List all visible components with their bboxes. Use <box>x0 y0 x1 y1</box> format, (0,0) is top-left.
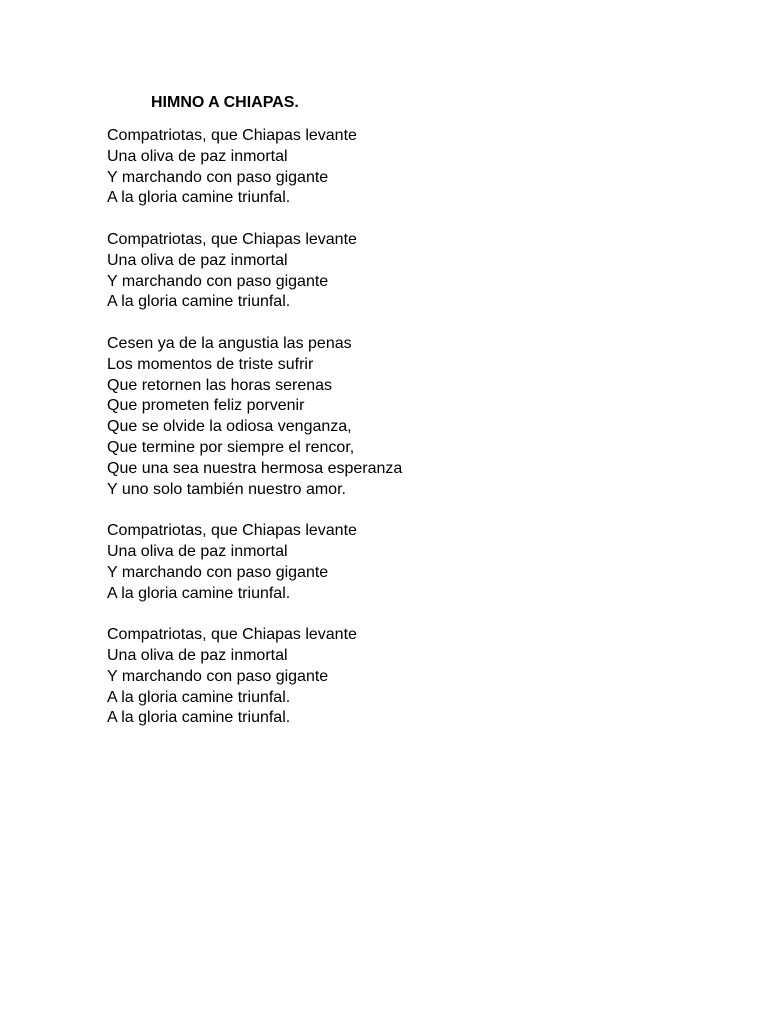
poem-line: Y marchando con paso gigante <box>107 563 329 581</box>
poem-line: A la gloria camine triunfal. <box>107 584 291 602</box>
stanza <box>107 126 707 209</box>
poem-line: Compatriotas, que Chiapas levante <box>107 127 357 144</box>
poem-line: Que termine por siempre el rencor, <box>107 438 355 456</box>
poem-line: Y uno solo también nuestro amor. <box>107 480 346 498</box>
poem-line: Y marchando con paso gigante <box>107 667 329 685</box>
poem-line: Y marchando con paso gigante <box>107 168 329 186</box>
stanza <box>107 521 707 604</box>
poem-line: Y marchando con paso gigante <box>107 272 329 290</box>
poem-line: Que se olvide la odiosa venganza, <box>107 418 352 436</box>
stanza <box>107 230 707 313</box>
poem-line: Una oliva de paz inmortal <box>107 646 288 664</box>
poem-line: A la gloria camine triunfal. <box>107 293 291 311</box>
poem-line: Que retornen las horas serenas <box>107 376 333 394</box>
poem-line: A la gloria camine triunfal. <box>107 688 291 706</box>
poem-line: Que prometen feliz porvenir <box>107 397 305 415</box>
poem-line: Compatriotas, que Chiapas levante <box>107 230 357 248</box>
poem-line: Una oliva de paz inmortal <box>107 147 288 165</box>
poem-line: A la gloria camine triunfal. <box>107 709 291 727</box>
poem-line: Compatriotas, que Chiapas levante <box>107 522 357 540</box>
poem-line: Una oliva de paz inmortal <box>107 251 288 269</box>
poem-line: Que una sea nuestra hermosa esperanza <box>107 459 403 477</box>
stanza <box>107 334 707 500</box>
stanza <box>107 625 707 729</box>
poem-line: Una oliva de paz inmortal <box>107 542 288 560</box>
poem-line: Cesen ya de la angustia las penas <box>107 334 352 352</box>
poem-line: A la gloria camine triunfal. <box>107 189 291 207</box>
poem-line: Los momentos de triste sufrir <box>107 355 314 373</box>
poem-line: Compatriotas, que Chiapas levante <box>107 626 357 644</box>
document-title: HIMNO A CHIAPAS. <box>151 94 299 111</box>
poem-body <box>107 126 707 750</box>
